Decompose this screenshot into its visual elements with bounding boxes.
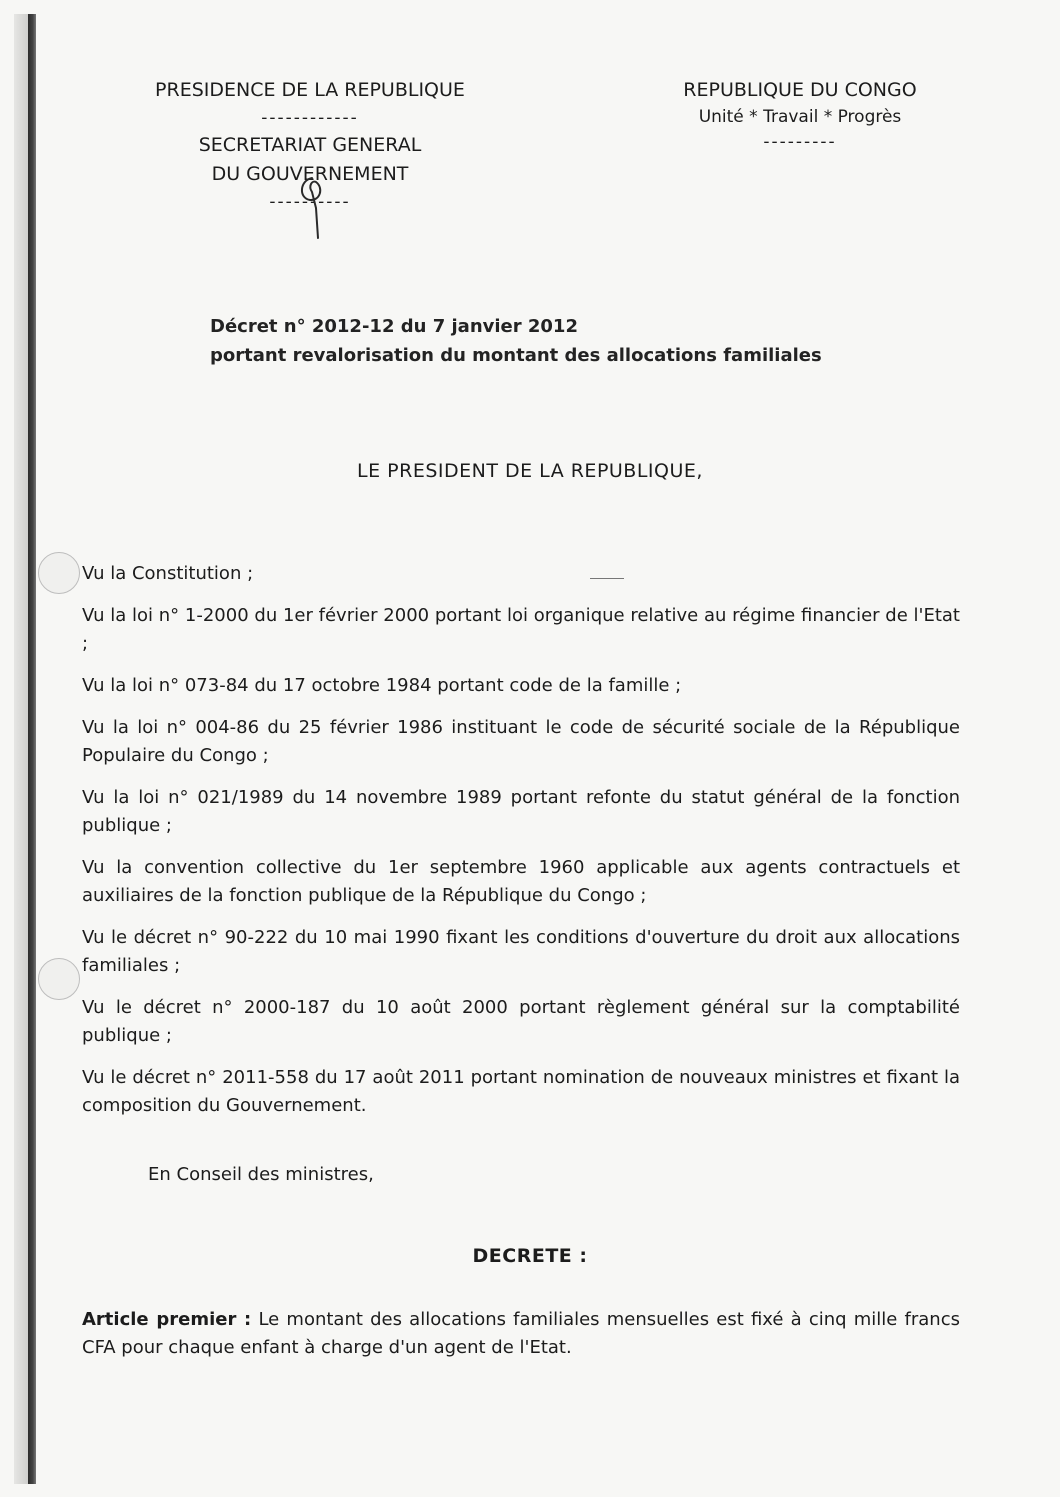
article-label: Article premier : [82, 1309, 252, 1330]
article-text: Le montant des allocations familiales mensuelles est fixé à cinq mille francs CFA pour chaque enfant à charge d'un agent de l'Etat. [82, 1309, 960, 1358]
decree-subject: portant revalorisation du montant des allocations familiales [210, 345, 822, 366]
punch-hole [38, 958, 80, 1000]
header-left-separator: ------------ [261, 108, 359, 128]
scan-binding-edge [28, 14, 36, 1484]
visa-item: Vu le décret n° 90-222 du 10 mai 1990 fixant les conditions d'ouverture du droit aux allocations familiales ; [82, 927, 960, 976]
handwritten-annotation [290, 168, 334, 246]
visa-item: Vu la loi n° 073-84 du 17 octobre 1984 portant code de la famille ; [82, 675, 682, 696]
president-heading: LE PRESIDENT DE LA REPUBLIQUE, [357, 460, 703, 482]
article-premier [82, 1306, 960, 1362]
visa-item: Vu la loi n° 1-2000 du 1er février 2000 portant loi organique relative au régime financier de l'Etat ; [82, 605, 960, 654]
punch-hole [38, 552, 80, 594]
presidence-label: PRESIDENCE DE LA REPUBLIQUE [155, 79, 465, 101]
visa-item: Vu le décret n° 2000-187 du 10 août 2000 portant règlement général sur la comptabilité publique ; [82, 997, 960, 1046]
visa-list [82, 560, 960, 1134]
header-left-separator-2: ---------- [269, 192, 351, 212]
visa-item: Vu la convention collective du 1er septembre 1960 applicable aux agents contractuels et auxiliaires de la fonction publique de la République du Congo ; [82, 857, 960, 906]
council-statement: En Conseil des ministres, [148, 1164, 374, 1185]
secretariat-label: SECRETARIAT GENERAL [198, 134, 422, 156]
visa-item: Vu la loi n° 021/1989 du 14 novembre 1989 portant refonte du statut général de la fonction publique ; [82, 787, 960, 836]
national-motto: Unité * Travail * Progrès [698, 107, 902, 127]
gouvernement-label: DU GOUVERNEMENT [211, 163, 409, 185]
decree-number: Décret n° 2012-12 du 7 janvier 2012 [210, 316, 578, 337]
header-right-block [650, 76, 950, 155]
scan-binding-shadow [14, 14, 28, 1484]
visa-item: Vu le décret n° 2011-558 du 17 août 2011 portant nomination de nouveaux ministres et fixant la composition du Gouvernement. [82, 1067, 960, 1116]
visa-item: Vu la loi n° 004-86 du 25 février 1986 instituant le code de sécurité sociale de la République Populaire du Congo ; [82, 717, 960, 766]
header-right-separator: --------- [763, 132, 837, 152]
decree-title [210, 312, 910, 370]
republique-label: REPUBLIQUE DU CONGO [683, 79, 917, 101]
visa-item: Vu la Constitution ; [82, 563, 254, 584]
decrete-heading: DECRETE : [472, 1245, 588, 1267]
